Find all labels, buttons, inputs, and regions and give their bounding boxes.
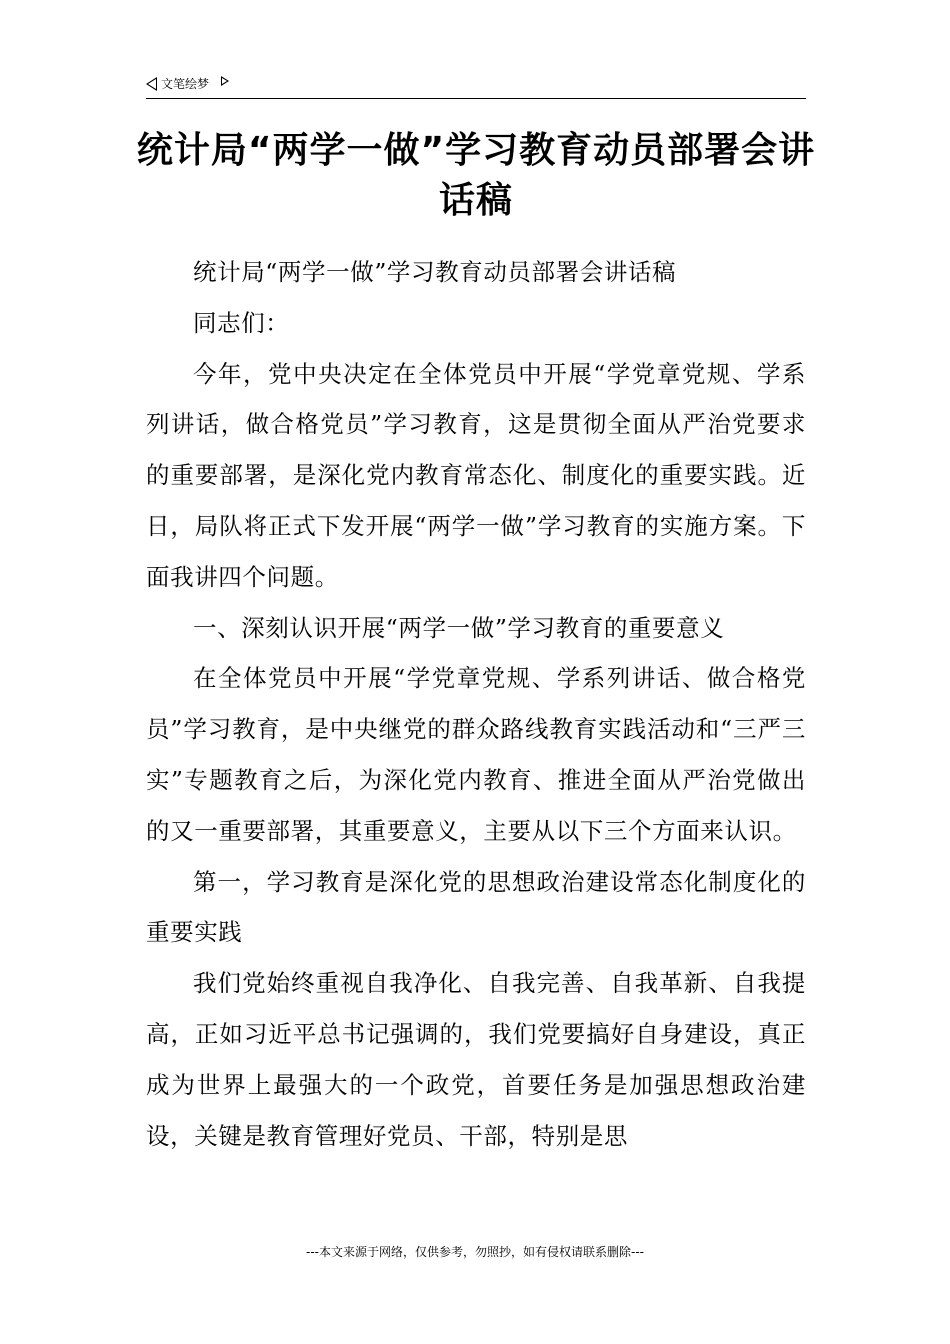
paragraph-intro: 今年，党中央决定在全体党员中开展“学党章党规、学系列讲话，做合格党员”学习教育，这是贯彻全面从严治党要求的重要部署，是深化党内教育常态化、制度化的重要实践。近日，局队将正式下发开展“两学一做”学习教育的实施方案。下面我讲四个问题。: [146, 359, 806, 591]
paragraph-body: 我们党始终重视自我净化、自我完善、自我革新、自我提高，正如习近平总书记强调的，我们党要搞好自身建设，真正成为世界上最强大的一个政党，首要任务是加强思想政治建设，关键是教育管理好党员、干部，特别是思: [146, 969, 806, 1150]
paragraph-subtitle: 统计局“两学一做”学习教育动员部署会讲话稿: [193, 258, 677, 286]
header-brand: [146, 76, 229, 92]
paragraph-salutation: 同志们：: [193, 308, 290, 337]
subsection-heading-1: 第一，学习教育是深化党的思想政治建设常态化制度化的重要实践: [146, 867, 806, 947]
triangle-right-icon: [221, 76, 229, 86]
document-title: 统计局“两学一做”学习教育动员部署会讲话稿: [136, 130, 816, 221]
page-footer-notice: ---本文来源于网络，仅供参考，勿照抄，如有侵权请联系删除---: [306, 1245, 644, 1259]
triangle-left-icon: [146, 77, 157, 91]
paragraph-body: 在全体党员中开展“学党章党规、学系列讲话、做合格党员”学习教育，是中央继党的群众路线教育实践活动和“三严三实”专题教育之后，为深化党内教育、推进全面从严治党做出的又一重要部署，其重要意义，主要从以下三个方面来认识。: [146, 664, 806, 845]
header-brand-text: 文笔绘梦: [161, 77, 210, 91]
section-heading-1: 一、深刻认识开展“两学一做”学习教育的重要意义: [193, 613, 725, 642]
page-header: [146, 74, 806, 99]
document-body: [146, 247, 806, 1161]
